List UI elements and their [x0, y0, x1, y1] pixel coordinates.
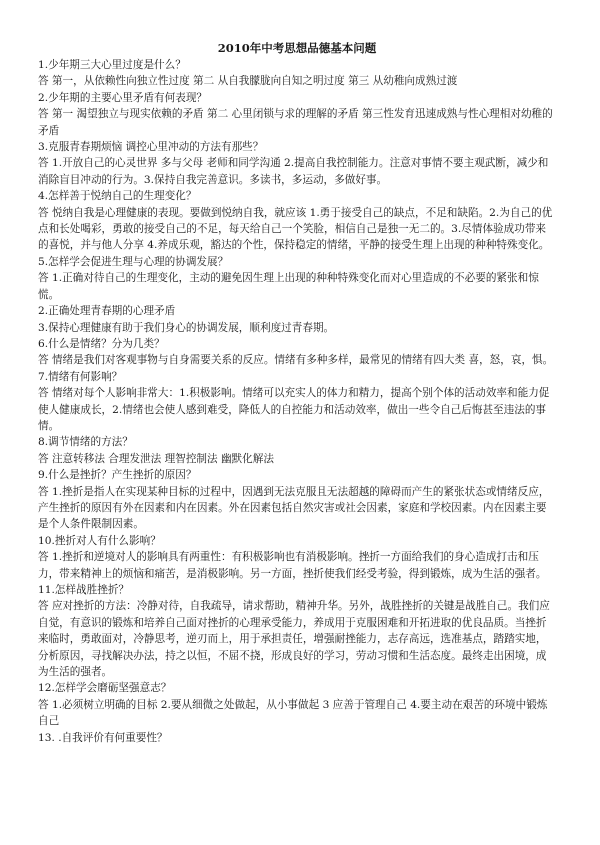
text-line: 8.调节情绪的方法？ — [38, 436, 133, 449]
text-line: 答 应对挫折的方法：冷静对待，自我疏导，请求帮助，精神升华。另外，战胜挫折的关键是战胜自己。我们应自觉，有意识的锻炼和培养自己面对挫折的心理承受能力，养成用于克服困难和开拓进取的优良品质。当挫折来临时，勇敢面对，冷静思考，逆刃而上，用于承担责任，增强耐挫能力，志存高远，选准基点，踏踏实地，分析原因，寻找解决办法，持之以恒，不屈不挠，形成良好的学习，劳动习惯和生活态度。最终走出困境，成为生活的强者。 — [38, 600, 550, 679]
text-line: 答 1.开放自己的心灵世界 多与父母 老师和同学沟通 2.提高自我控制能力。注意对事情不要主观武断，减少和消除盲目冲动的行为。3.保持自我完善意识。多读书，多运动，多做好事。 — [38, 157, 549, 186]
text-line: 11.怎样战胜挫折？ — [38, 584, 130, 596]
text-line: 12.怎样学会磨砺坚强意志？ — [38, 682, 172, 695]
text-line: 答 第一 渴望独立与现实依赖的矛盾 第二 心里闭锁与求的理解的矛盾 第三性发育迅速成熟与性心理相对幼稚的矛盾 — [38, 108, 553, 137]
text-line: 答 1.挫折和逆境对人的影响具有两重性：有积极影响也有消极影响。挫折一方面给我们的身心造成打击和压力，带来精神上的烦恼和痛苦，是消极影响。另一方面，挫折使我们经受考验，得到锻炼，成为生活的强者。 — [38, 551, 547, 580]
text-line: 10.挫折对人有什么影响？ — [38, 534, 161, 547]
text-line: 答 注意转移法 合理发泄法 理智控制法 幽默化解法 — [38, 452, 274, 465]
text-line: 3.克服青春期烦恼 调控心里冲动的方法有那些？ — [38, 141, 264, 154]
document-title: 2010年中考思想品德基本问题 — [217, 41, 377, 55]
text-line: 1.少年期三大心里过度是什么？ — [38, 59, 186, 71]
text-line: 3.保持心理健康有助于我们身心的协调发展，顺利度过青春期。 — [38, 321, 335, 334]
text-line: 13. .自我评价有何重要性？ — [38, 731, 168, 744]
document-body — [38, 57, 556, 746]
text-line: 答 1.必须树立明确的目标 2.要从细微之处做起，从小事做起 3 应善于管理自己 4.要主动在艰苦的环境中锻炼自己 — [38, 698, 548, 728]
text-line: 4.怎样善于悦纳自己的生理变化？ — [38, 190, 197, 203]
text-line: 2.正确处理青春期的心理矛盾 — [38, 305, 176, 318]
text-line: 答 1.挫折是指人在实现某种目标的过程中，因遇到无法克服且无法超越的障碍而产生的紧张状态或情绪反应，产生挫折的原因有外在因素和内在因素。外在因素包括自然灾害或社会因素，家庭和学校因素。内在因素主要是个人条件限制因素。 — [38, 485, 550, 531]
text-line: 答 1.正确对待自己的生理变化，主动的避免因生理上出现的种种特殊变化而对心里造成的不必要的紧张和惊慌。 — [38, 272, 539, 301]
text-line: 6.什么是情绪？分为几类？ — [38, 337, 165, 350]
text-line: 9.什么是挫折？产生挫折的原因？ — [38, 469, 197, 482]
text-line: 答 情绪对每个人影响非常大：1.积极影响。情绪可以充实人的体力和精力，提高个别个体的活动效率和能力促使人健康成长，2.情绪也会使人感到难受，降低人的自控能力和活动效率，做出一些令自己后悔甚至违法的事情。 — [38, 387, 550, 432]
text-line: 答 悦纳自我是心理健康的表现。要做到悦纳自我，就应该 1.勇于接受自己的缺点，不足和缺陷。2.为自己的优点和长处喝彩，勇敢的接受自己的不足，每天给自己一个笑脸，相信自己是独一无二的。3.尽情体验成功带来的喜悦，并与他人分享 4.养成乐观，豁达的个性，保持稳定的情绪，平静的接受生理上出现的种种特殊变化。 — [38, 206, 553, 252]
text-line: 7.情绪有何影响？ — [38, 370, 123, 383]
text-line: 5.怎样学会促进生理与心理的协调发展？ — [38, 255, 229, 268]
text-line: 2.少年期的主要心里矛盾有何表现？ — [38, 91, 208, 104]
text-line: 答 第一，从依赖性向独立性过度 第二 从自我朦胧向自知之明过度 第三 从幼稚向成熟过渡 — [38, 75, 458, 88]
text-line: 答 情绪是我们对客观事物与自身需要关系的反应。情绪有多种多样，最常见的情绪有四大类 喜，怒，哀，惧。 — [38, 354, 554, 367]
